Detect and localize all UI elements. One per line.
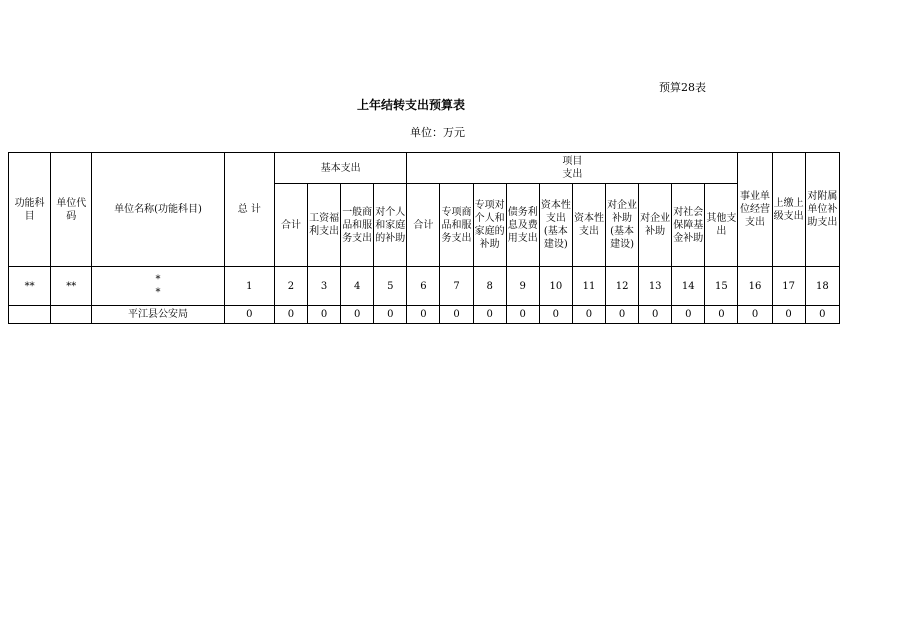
code-col-2: 2 (274, 267, 307, 306)
header-basic-personal: 对个人和家庭的补助 (374, 184, 407, 267)
code-unit-name-line2: * (155, 287, 161, 298)
code-col-14: 14 (672, 267, 705, 306)
header-upper-pay: 上缴上级支出 (772, 153, 805, 267)
unit-label: 单位：万元 (410, 126, 465, 139)
code-col-16: 16 (738, 267, 772, 306)
header-project-enterprise-construction: 对企业补助(基本建设) (606, 184, 639, 267)
code-unit-name-line1: * (155, 274, 161, 285)
header-project-social-security: 对社会保障基金补助 (672, 184, 705, 267)
data-col-8: 0 (473, 306, 506, 324)
data-unit-name: 平江县公安局 (92, 306, 224, 324)
data-func-subject (9, 306, 51, 324)
header-unit-name: 单位名称(功能科目) (92, 153, 224, 267)
data-col-10: 0 (539, 306, 572, 324)
data-col-4: 0 (341, 306, 374, 324)
header-project-enterprise: 对企业补助 (639, 184, 672, 267)
code-col-1: 1 (224, 267, 274, 306)
header-business-expense: 事业单位经营支出 (738, 153, 772, 267)
header-project-debt: 债务利息及费用支出 (506, 184, 539, 267)
data-col-17: 0 (772, 306, 805, 324)
code-col-5: 5 (374, 267, 407, 306)
code-col-8: 8 (473, 267, 506, 306)
data-col-5: 0 (374, 306, 407, 324)
code-unit-name (92, 267, 224, 306)
page-title: 上年结转支出预算表 (357, 98, 466, 112)
table-row-codes (9, 267, 840, 306)
code-col-3: 3 (308, 267, 341, 306)
header-basic-goods: 一般商品和服务支出 (341, 184, 374, 267)
data-col-16: 0 (738, 306, 772, 324)
code-col-7: 7 (440, 267, 473, 306)
data-col-9: 0 (506, 306, 539, 324)
header-total: 总 计 (224, 153, 274, 267)
data-col-14: 0 (672, 306, 705, 324)
code-col-12: 12 (606, 267, 639, 306)
data-col-18: 0 (805, 306, 839, 324)
header-project-expense: 项目支出 (407, 153, 738, 184)
header-func-subject: 功能科目 (9, 153, 51, 267)
data-col-12: 0 (606, 306, 639, 324)
header-project-total: 合计 (407, 184, 440, 267)
header-unit-code: 单位代码 (51, 153, 92, 267)
data-col-3: 0 (308, 306, 341, 324)
header-project-personal: 专项对个人和家庭的补助 (473, 184, 506, 267)
data-col-1: 0 (224, 306, 274, 324)
data-col-15: 0 (705, 306, 738, 324)
data-unit-code (51, 306, 92, 324)
code-func-subject: ** (9, 267, 51, 306)
code-col-11: 11 (572, 267, 605, 306)
data-col-13: 0 (639, 306, 672, 324)
code-col-17: 17 (772, 267, 805, 306)
code-col-13: 13 (639, 267, 672, 306)
code-col-4: 4 (341, 267, 374, 306)
header-project-goods: 专项商品和服务支出 (440, 184, 473, 267)
budget-table (8, 152, 840, 324)
header-project-capital: 资本性支出 (572, 184, 605, 267)
header-project-other: 其他支出 (705, 184, 738, 267)
code-col-10: 10 (539, 267, 572, 306)
data-col-11: 0 (572, 306, 605, 324)
data-col-2: 0 (274, 306, 307, 324)
header-basic-expense: 基本支出 (274, 153, 406, 184)
header-row-top (9, 153, 840, 184)
header-basic-wages: 工资福利支出 (308, 184, 341, 267)
table-row-data (9, 306, 840, 324)
data-col-6: 0 (407, 306, 440, 324)
data-col-7: 0 (440, 306, 473, 324)
code-col-15: 15 (705, 267, 738, 306)
code-unit-code: ** (51, 267, 92, 306)
header-project-capital-construction: 资本性支出(基本建设) (539, 184, 572, 267)
header-basic-total: 合计 (274, 184, 307, 267)
code-col-9: 9 (506, 267, 539, 306)
header-subsidiary-subsidy: 对附属单位补助支出 (805, 153, 839, 267)
code-col-18: 18 (805, 267, 839, 306)
form-number: 预算28表 (659, 81, 706, 94)
code-col-6: 6 (407, 267, 440, 306)
